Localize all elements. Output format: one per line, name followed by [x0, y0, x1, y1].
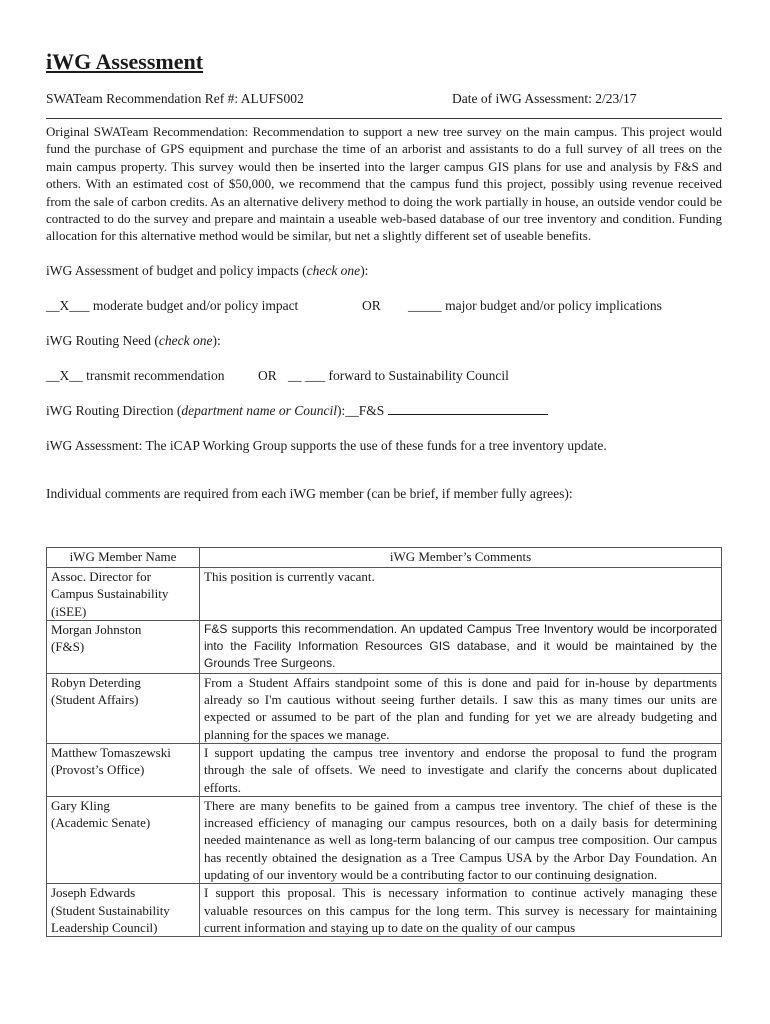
page-title: iWG Assessment — [46, 49, 204, 74]
routing-need-options — [46, 367, 722, 385]
option-transmit: __X__ transmit recommendation — [46, 367, 225, 383]
member-name-cell: Morgan Johnston (F&S) — [47, 620, 200, 673]
table-row — [47, 568, 722, 621]
member-name-cell: Matthew Tomaszewski (Provost’s Office) — [47, 743, 200, 796]
member-name-cell: Assoc. Director for Campus Sustainability (iSEE) — [47, 568, 200, 621]
member-comment-cell: This position is currently vacant. — [200, 568, 722, 621]
table-row — [47, 743, 722, 796]
reference-line — [46, 90, 722, 119]
iwg-assessment: iWG Assessment: The iCAP Working Group supports the use of these funds for a tree inventory update. — [46, 437, 607, 453]
member-comment-cell: There are many benefits to be gained from a campus tree inventory. The chief of these is the increased efficiency of managing our campus resources, both on a daily basis for determining needed maintenance as well as long-term balancing of our campus tree composition. Our campus has recently obtained the designation as a Tree Campus USA by the Arbor Day Foundation. An updating of our inventory would be a contributing factor to our continuing designation. — [200, 796, 722, 883]
option-forward: __ ___ forward to Sustainability Council — [288, 367, 509, 383]
routing-need-label: iWG Routing Need (check one): — [46, 332, 221, 348]
member-comment-cell: I support this proposal. This is necessary information to continue actively managing these valuable resources on this campus for the long term. This survey is necessary for maintaining current information and staying up to date on the quality of our campus — [200, 884, 722, 937]
option-moderate-impact: __X___ moderate budget and/or policy impact — [46, 297, 299, 313]
or-label: OR — [362, 297, 381, 313]
assessment-date: Date of iWG Assessment: 2/23/17 — [452, 91, 637, 106]
individual-comments-note: Individual comments are required from each iWG member (can be brief, if member fully agrees): — [46, 485, 573, 501]
member-comment-cell: I support updating the campus tree inventory and endorse the proposal to fund the program through the sale of offsets. We need to investigate and clarify the concerns about duplicated efforts. — [200, 743, 722, 796]
table-row — [47, 673, 722, 743]
assessment-document — [46, 48, 722, 935]
original-recommendation: Original SWATeam Recommendation: Recommendation to support a new tree survey on the main campus. This project would fund the purchase of GPS equipment and purchase the time of an arborist and assistants to do a full survey of all trees on the main campus property. This survey would then be inserted into the larger campus GIS plans for use and analysis by F&S and others. With an estimated cost of $50,000, we recommend that the campus fund this project, possibly using revenue received from the sale of carbon credits. As an alternative delivery method to doing the work partially in house, an outside vendor could be contracted to do the survey and prepare and maintain a useable web-based database of our tree inventory and condition. Funding allocation for this alternative method would be similar, but net a slightly different set of useable benefits. — [46, 124, 722, 244]
member-comment-cell: From a Student Affairs standpoint some of this is done and paid for in-house by departments already so I'm cautious without seeing further details. I saw this as many times our units are expected or assumed to be part of the plan and funding for yet we are already budgeting and planning for the spaces we manage. — [200, 673, 722, 743]
member-name-cell: Robyn Deterding (Student Affairs) — [47, 673, 200, 743]
option-major-impact: _____ major budget and/or policy implications — [408, 297, 662, 313]
budget-impact-options — [46, 297, 722, 315]
table-row — [47, 884, 722, 937]
member-comment-cell: F&S supports this recommendation. An updated Campus Tree Inventory would be incorporated into the Facility Information Resources GIS database, and it would be maintained by the Grounds Tree Surgeons. — [200, 620, 722, 673]
table-row — [47, 620, 722, 673]
table-row — [47, 796, 722, 883]
header-member-comments: iWG Member’s Comments — [200, 548, 722, 568]
or-label: OR — [258, 367, 277, 383]
blank-line — [388, 402, 548, 415]
budget-impact-label: iWG Assessment of budget and policy impacts (check one): — [46, 262, 369, 278]
routing-direction: iWG Routing Direction (department name or Council):__F&S — [46, 402, 722, 420]
member-comments-table — [46, 547, 722, 937]
table-header-row — [47, 548, 722, 568]
member-name-cell: Joseph Edwards (Student Sustainability Leadership Council) — [47, 884, 200, 937]
member-name-cell: Gary Kling (Academic Senate) — [47, 796, 200, 883]
header-member-name: iWG Member Name — [47, 548, 200, 568]
recommendation-ref: SWATeam Recommendation Ref #: ALUFS002 — [46, 91, 304, 106]
